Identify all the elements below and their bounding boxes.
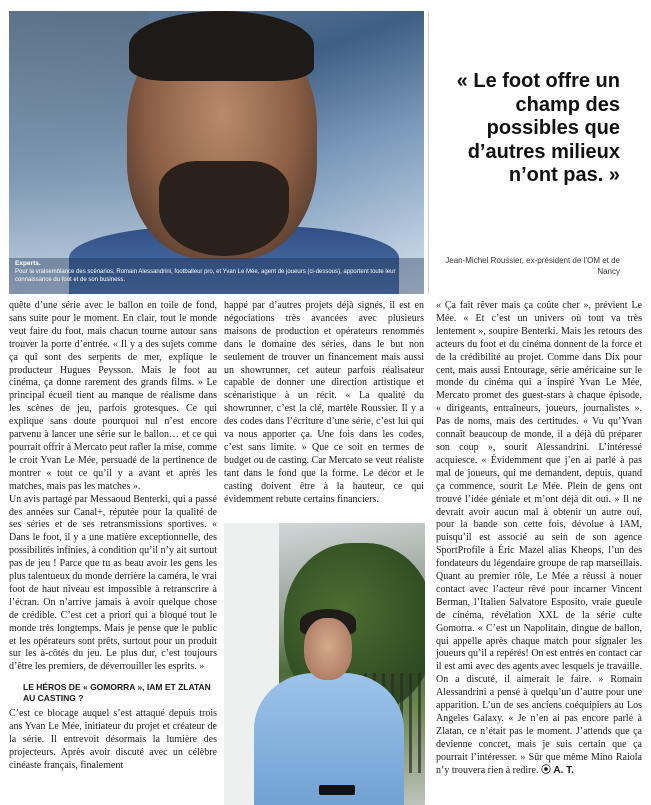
portrait-photo (224, 523, 425, 805)
photo-beard (159, 161, 289, 256)
photo-face (304, 618, 352, 680)
article-column-2 (224, 300, 424, 525)
header-photo (9, 11, 424, 294)
paragraph: happé par d’autres projets déjà signés, il est en négociations très avancées avec plusieurs maisons de production et opérateurs renommés dans le domaine des séries, dans le but non seulement de trouver un financement mais aussi un showrunner, cet auteur parfois réalisateur capable de donner une direction artistique et scénaristique à un récit. « La qualité du showrunner, c’est la clé, martèle Roussier. Il y a des codes dans l’écriture d’une série, c’est lui qui va nous apporter ça. Une fois dans les codes, c’est sans limite. » Que ce soit en termes de budget ou de casting. Car Mercato se veut réaliste tant dans le fond que la forme. Le décor et le casting doivent être à la hauteur, ce qui évidemment rebute certains financiers. (224, 300, 424, 505)
paragraph: C’est ce blocage auquel s’est attaqué depuis trois ans Yvan Le Mée, initiateur du projet et créateur de la série. Il entrevoit désormais la lumière des projecteurs. Après avoir discuté avec un célèbre cinéaste français, finalement (9, 708, 217, 771)
column-divider (428, 11, 429, 294)
photo-caption (9, 258, 424, 294)
author-initials: A. T. (553, 764, 574, 776)
pull-quote: « Le foot offre un champ des possibles que d’autres milieux n’ont pas. » (456, 70, 620, 186)
caption-text: Pour la vraisemblance des scénarios, Romain Alessandrini, footballeur pro, et Yvan Le Mée, agent de joueurs (ci-dessous), apportent toute leur connaissance du foot et de son business. (15, 269, 396, 283)
pull-quote-attribution: Jean-Michel Roussier, ex-président de l’OM et de Nancy (445, 256, 620, 276)
caption-title: Experts. (15, 260, 41, 267)
author-signature: ⦿ A. T. (540, 764, 574, 776)
paragraph (436, 300, 642, 778)
photo-hair (129, 11, 314, 81)
paragraph: quête d’une série avec le ballon en toile de fond, sans suite pour le moment. En clair, tout le monde veut faire du foot, mais chacun tourne autour sans trouver la porte d’entrée. « Il y a des sujets comme ça qui sont des serpents de mer, explique le producteur Hugues Peysson. Mais le foot au cinéma, ça donne rarement des grands films. » Le principal écueil tient au manque de réalisme dans les scènes de jeu, parfois grotesques. Ce qui explique sans doute pourquoi nul n’est encore parvenu à lancer une série sur le ballon… et ce qui pourrait offrir à Mercato peut rafler la mise, comme le croit Yvan Le Mée, persuadé de la pertinence de montrer « tout ce qu’il y a avant et après les matches, mais pas les matches ». (9, 300, 217, 492)
article-column-1 (9, 300, 217, 773)
section-subhead: LE HÉROS DE « GOMORRA », IAM ET ZLATAN AU CASTING ? (23, 682, 211, 704)
paragraph: Un avis partagé par Messaoud Benterki, qui a passé des années sur Canal+, réputée pour la qualité de ses séries et de ses retransmissions sportives. « Dans le foot, il y a une matière exceptionnelle, des possibilités infinies, à condition qu’il n’y ait surtout pas de jeu ! Parce que tu as beau avoir les gens les plus talentueux du monde derrière la caméra, le vrai foot de haut niveau est impossible à retranscrire à l’écran. On n’arrive jamais à avoir quelque chose de crédible. C’est cet a priori qui a bloqué tout le monde très longtemps. Mais je pense que le public et les opérateurs sont prêts, surtout pour un produit sur les à-côtés du jeu. Le plus dur, c’est toujours d’être les premiers, de déverrouiller les esprits. » (9, 493, 217, 673)
paragraph-text: « Ça fait rêver mais ça coûte cher », prévient Le Mée. « Et c’est un univers où tout va très lentement », soupire Benterki. Mais les retours des acteurs du foot et du cinéma donnent de la force et de la crédibilité au projet. Comme dans Dix pour cent, mais aussi Entourage, série américaine sur le monde du cinéma qui a inspiré Yvan Le Mée, Mercato promet des guest-stars à chaque épisode, « dirigeants, entraîneurs, joueurs, journalistes ». Pas de noms, mais des certitudes. « Vu qu’Yvan connaît beaucoup de monde, il a déjà dû préparer son coup », sourit Alessandrini. L’intéressé acquiesce. « Évidemment que j’en ai parlé à pas mal de joueurs, qui me demandent, depuis, quand ça commence, sourit Le Mée. Plein de gens ont trouvé l’idée géniale et m’ont déjà dit oui. » Il ne devrait avoir aucun mal à obtenir un autre oui, pour la bande son cette fois, dévolue à IAM, puisqu’il est associé au sein de son agence SportProfile à Éric Mazel alias Kheops, l’un des fondateurs du légendaire groupe de rap marseillais. Quant au premier rôle, Le Mée a réussi à nouer contact avec l’acteur rêvé pour incarner Vincent Berman, l’Italien Salvatore Esposito, vraie gueule de cinéma, révélation XXL de la série culte Gomorra. « C’est un Napolitain, dingue de ballon, qui appelle après chaque match pour signaler les joueurs qu’il a repérés! On est entrés en contact car il est ami avec des agents avec lesquels je travaille. On a discuté, il aimerait le faire. » Romain Alessandrini a pensé à quelqu’un d’autre pour une apparition. L’un de ses anciens coéquipiers au Los Angeles Galaxy. « Je n’en ai pas encore parlé à Zlatan, ce n’était pas le moment. J’attends que ça devienne concret, mais je suis certain que ça pourrait l’intéresser. » Sûr que même Mino Raiola n’y trouvera rien à redire. (436, 300, 642, 776)
article-column-3 (436, 300, 642, 778)
photo-phone (319, 785, 355, 795)
